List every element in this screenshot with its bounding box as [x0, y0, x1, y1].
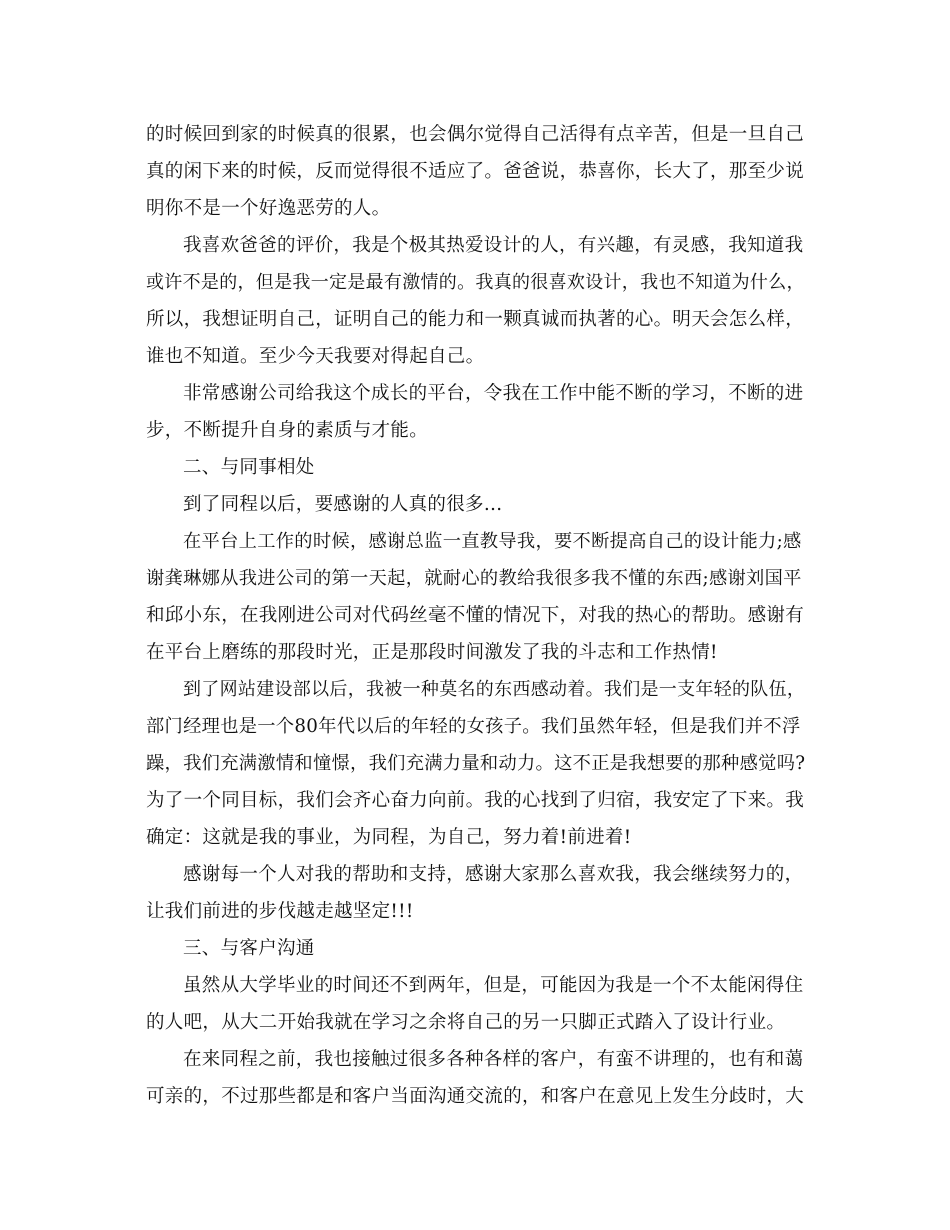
text-line: 谁也不知道。至少今天我要对得起自己。 — [146, 346, 485, 367]
text-line: 在平台上磨练的那段时光，正是那段时间激发了我的斗志和工作热情! — [146, 642, 718, 663]
text-line: 到了网站建设部以后，我被一种莫名的东西感动着。我们是一支年轻的队伍， — [183, 679, 806, 700]
text-line: 为了一个同目标，我们会齐心奋力向前。我的心找到了归宿，我安定了下来。我 — [146, 790, 805, 811]
text-line: 和邱小东，在我刚进公司对代码丝毫不懂的情况下，对我的热心的帮助。感谢有 — [146, 605, 805, 626]
section-heading: 二、与同事相处 — [183, 457, 315, 478]
text-line: 在平台上工作的时候，感谢总监一直教导我，要不断提高自己的设计能力;感 — [183, 531, 802, 552]
text-line: 感谢每一个人对我的帮助和支持，感谢大家那么喜欢我，我会继续努力的， — [183, 864, 804, 885]
text-line: 所以，我想证明自己，证明自己的能力和一颗真诚而执著的心。明天会怎么样， — [146, 309, 805, 330]
document-body — [146, 116, 806, 1115]
section-heading: 三、与客户沟通 — [183, 938, 315, 959]
text-line: 谢龚琳娜从我进公司的第一天起，就耐心的教给我很多我不懂的东西;感谢刘国平 — [146, 568, 802, 589]
text-line: 的时候回到家的时候真的很累，也会偶尔觉得自己活得有点辛苦，但是一旦自己 — [146, 124, 805, 145]
text-line: 可亲的，不过那些都是和客户当面沟通交流的，和客户在意见上发生分歧时，大 — [146, 1086, 805, 1107]
text-line: 或许不是的，但是我一定是最有激情的。我真的很喜欢设计，我也不知道为什么， — [146, 272, 805, 293]
text-line: 真的闲下来的时候，反而觉得很不适应了。爸爸说，恭喜你，长大了，那至少说 — [146, 161, 805, 182]
text-line: 在来同程之前，我也接触过很多各种各样的客户，有蛮不讲理的，也有和蔼 — [183, 1049, 804, 1070]
text-line: 我喜欢爸爸的评价，我是个极其热爱设计的人，有兴趣，有灵感，我知道我 — [183, 235, 804, 256]
text-line: 部门经理也是一个80年代以后的年轻的女孩子。我们虽然年轻，但是我们并不浮 — [146, 716, 801, 737]
text-line: 的人吧，从大二开始我就在学习之余将自己的另一只脚正式踏入了设计行业。 — [146, 1012, 786, 1033]
text-line: 让我们前进的步伐越走越坚定!!! — [146, 901, 414, 922]
text-line: 虽然从大学毕业的时间还不到两年，但是，可能因为我是一个不太能闲得住 — [183, 975, 804, 996]
text-line: 非常感谢公司给我这个成长的平台，令我在工作中能不断的学习，不断的进 — [183, 383, 804, 404]
text-line: 躁，我们充满激情和憧憬，我们充满力量和动力。这不正是我想要的那种感觉吗? — [146, 753, 806, 774]
text-line: 明你不是一个好逸恶劳的人。 — [146, 198, 391, 219]
text-line: 步，不断提升自身的素质与才能。 — [146, 420, 429, 441]
text-line: 确定：这就是我的事业，为同程，为自己，努力着!前进着! — [146, 827, 632, 848]
text-line: 到了同程以后，要感谢的人真的很多… — [183, 494, 503, 515]
